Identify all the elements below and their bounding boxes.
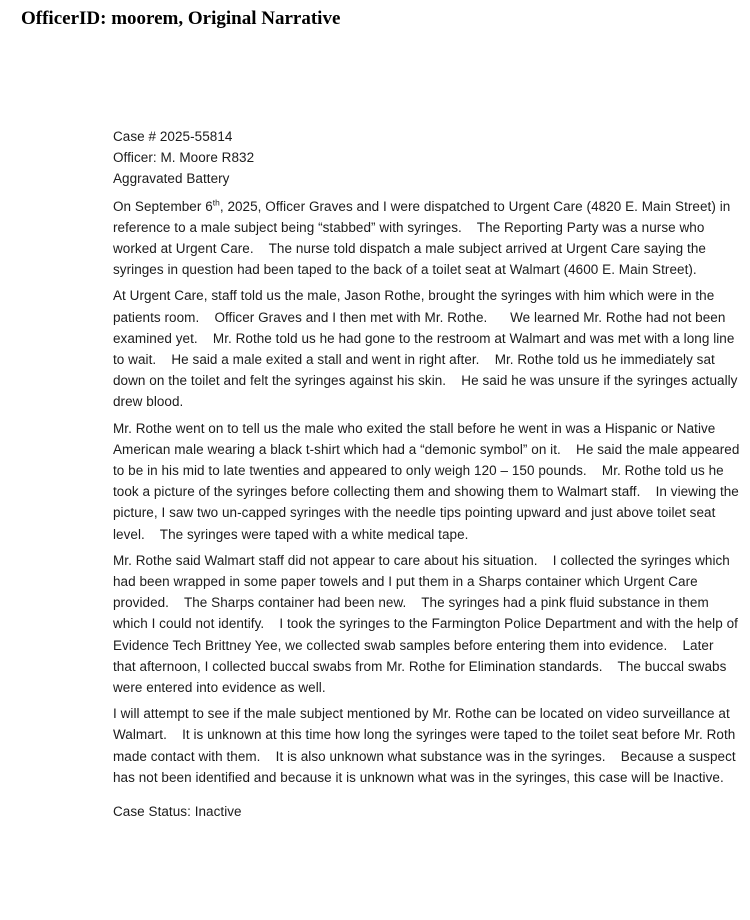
narrative-paragraph-3: Mr. Rothe went on to tell us the male who exited the stall before he went in was a Hispanic or Native American male wearing a black t-shirt which had a “demonic symbol” on it. He said the male appeared to be in his mid to late twenties and appeared to only weigh 120 – 150 pounds. Mr. Rothe told us he took a picture of the syringes before collecting them and showing them to Walmart staff. In viewing the picture, I saw two un-capped syringes with the needle tips pointing upward and just above toilet seat level. The syringes were taped with a white medical tape.: [113, 420, 744, 542]
case-number-line: Case # 2025-55814: [113, 129, 233, 144]
narrative-paragraph-1: [113, 196, 740, 281]
page-title: OfficerID: moorem, Original Narrative: [21, 8, 341, 29]
offense-line: Aggravated Battery: [113, 171, 230, 187]
officer-line: Officer: M. Moore R832: [113, 150, 255, 166]
narrative-paragraph-2: At Urgent Care, staff told us the male, Jason Rothe, brought the syringes with him which were in the patients room. Officer Graves and I then met with Mr. Rothe. We learned Mr. Rothe had not been examined yet. Mr. Rothe told us he had gone to the restroom at Walmart and was met with a long line to wait. He said a male exited a stall and went in right after. Mr. Rothe told us he immediately sat down on the toilet and felt the syringes against his skin. He said he was unsure if the syringes actually drew blood.: [113, 288, 742, 410]
narrative-paragraph-4: Mr. Rothe said Walmart staff did not appear to care about his situation. I collected the syringes which had been wrapped in some paper towels and I put them in a Sharps container which Urgent Care provided. The Sharps container had been new. The syringes had a pink fluid substance in them which I could not identify. I took the syringes to the Farmington Police Department and with the help of Evidence Tech Brittney Yee, we collected swab samples before entering them into evidence. Later that afternoon, I collected buccal swabs from Mr. Rothe for Elimination standards. The buccal swabs were entered into evidence as well.: [113, 552, 742, 696]
narrative-paragraph-5: I will attempt to see if the male subject mentioned by Mr. Rothe can be located on video surveillance at Walmart. It is unknown at this time how long the syringes were taped to the toilet seat before Mr. Roth made contact with them. It is also unknown what substance was in the syringes. Because a suspect has not been identified and because it is unknown what was in the syringes, this case will be Inactive.: [113, 706, 740, 785]
paragraph-1-text-pre: On September 6: [113, 198, 213, 214]
paragraph-1-text-post: , 2025, Officer Graves and I were dispatched to Urgent Care (4820 E. Main Street) in reference to a male subject being “stabbed” with syringes. The Reporting Party was a nurse who worked at Urgent Care. The nurse told dispatch a male subject arrived at Urgent Care saying the syringes in question had been taped to the back of a toilet seat at Walmart (4600 E. Main Street).: [113, 198, 735, 278]
case-status-line: Case Status: Inactive: [113, 804, 242, 820]
ordinal-superscript: th: [212, 197, 220, 208]
case-header: [113, 126, 740, 190]
narrative-body: [113, 126, 744, 822]
